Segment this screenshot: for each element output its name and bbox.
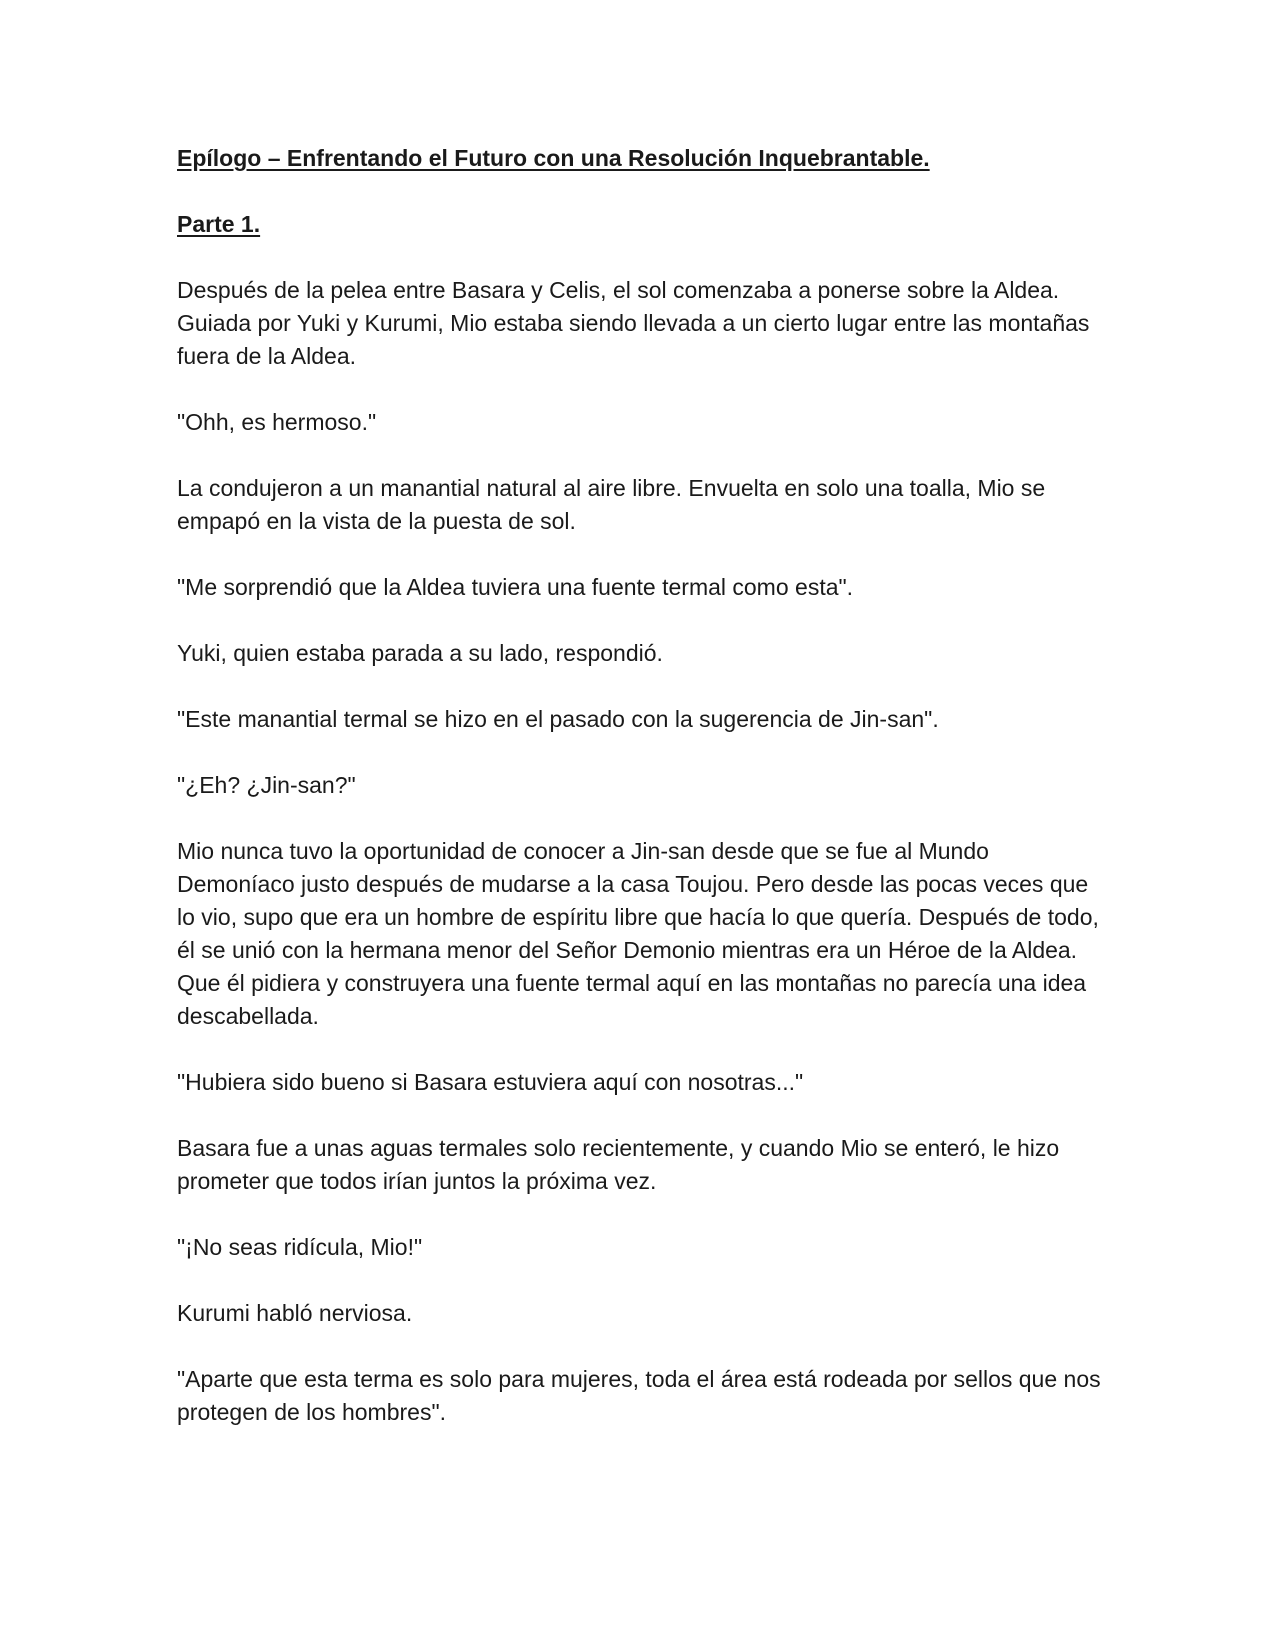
document-page	[177, 142, 1107, 1429]
paragraph: "¡No seas ridícula, Mio!"	[177, 1234, 423, 1260]
part-heading: Parte 1.	[177, 211, 261, 237]
paragraph: La condujeron a un manantial natural al aire libre. Envuelta en solo una toalla, Mio se empapó en la vista de la puesta de sol.	[177, 475, 1046, 534]
paragraph: "Me sorprendió que la Aldea tuviera una fuente termal como esta".	[177, 574, 854, 600]
paragraph: "¿Eh? ¿Jin-san?"	[177, 772, 356, 798]
paragraph: Yuki, quien estaba parada a su lado, respondió.	[177, 640, 663, 666]
paragraph: "Este manantial termal se hizo en el pasado con la sugerencia de Jin-san".	[177, 706, 939, 732]
paragraph: Kurumi habló nerviosa.	[177, 1300, 413, 1326]
paragraph: "Ohh, es hermoso."	[177, 409, 377, 435]
paragraph: Basara fue a unas aguas termales solo recientemente, y cuando Mio se enteró, le hizo prometer que todos irían juntos la próxima vez.	[177, 1135, 1060, 1194]
chapter-title: Epílogo – Enfrentando el Futuro con una Resolución Inquebrantable.	[177, 145, 930, 171]
paragraph: Después de la pelea entre Basara y Celis, el sol comenzaba a ponerse sobre la Aldea. Guiada por Yuki y Kurumi, Mio estaba siendo llevada a un cierto lugar entre las montañas fuera de la Aldea.	[177, 277, 1090, 369]
paragraph: "Hubiera sido bueno si Basara estuviera aquí con nosotras..."	[177, 1069, 804, 1095]
paragraph: "Aparte que esta terma es solo para mujeres, toda el área está rodeada por sellos que nos protegen de los hombres".	[177, 1366, 1101, 1425]
paragraph: Mio nunca tuvo la oportunidad de conocer a Jin-san desde que se fue al Mundo Demoníaco justo después de mudarse a la casa Toujou. Pero desde las pocas veces que lo vio, supo que era un hombre de espíritu libre que hacía lo que quería. Después de todo, él se unió con la hermana menor del Señor Demonio mientras era un Héroe de la Aldea. Que él pidiera y construyera una fuente termal aquí en las montañas no parecía una idea descabellada.	[177, 838, 1099, 1029]
